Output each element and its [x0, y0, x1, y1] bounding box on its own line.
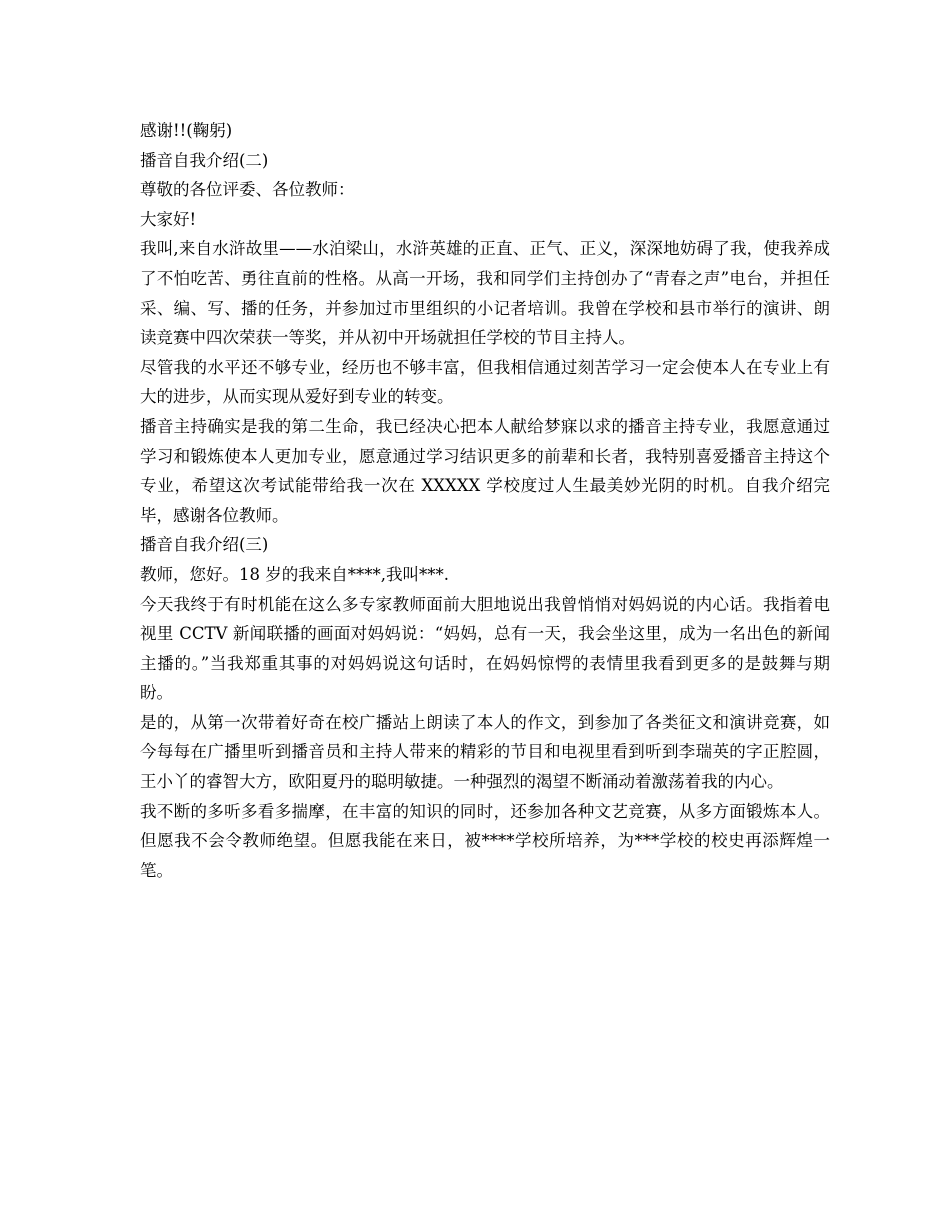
body-paragraph: 是的，从第一次带着好奇在校广播站上朗读了本人的作文，到参加了各类征文和演讲竞赛，如今每每在广播里听到播音员和主持人带来的精彩的节目和电视里看到听到李瑞英的字正腔圆，王小丫的睿智大方，欧阳夏丹的聪明敏捷。一种强烈的渴望不断涌动着激荡着我的内心。	[140, 712, 830, 792]
greeting: 大家好!	[140, 209, 197, 229]
body-paragraph: 我叫,来自水浒故里——水泊梁山，水浒英雄的正直、正气、正义，深深地妨碍了我，使我养成了不怕吃苦、勇往直前的性格。从高一开场，我和同学们主持创办了“青春之声”电台，并担任采、编、写、播的任务，并参加过市里组织的小记者培训。我曾在学校和县市举行的演讲、朗读竞赛中四次荣获一等奖，并从初中开场就担任学校的节目主持人。	[140, 239, 830, 348]
body-paragraph: 尽管我的水平还不够专业，经历也不够丰富，但我相信通过刻苦学习一定会使本人在专业上有大的进步，从而实现从爱好到专业的转变。	[140, 357, 830, 407]
closing-thanks: 感谢!!(鞠躬)	[140, 121, 233, 140]
salutation: 尊敬的各位评委、各位教师：	[140, 180, 355, 200]
body-paragraph: 播音主持确实是我的第二生命，我已经决心把本人献给梦寐以求的播音主持专业，我愿意通过学习和锻炼使本人更加专业，愿意通过学习结识更多的前辈和长者，我特别喜爱播音主持这个专业，希望这次考试能带给我一次在 XXXXX 学校度过人生最美妙光阴的时机。自我介绍完毕，感谢各位教师。	[140, 416, 830, 525]
section-heading-2: 播音自我介绍(二)	[140, 150, 269, 170]
body-paragraph: 我不断的多听多看多揣摩，在丰富的知识的同时，还参加各种文艺竞赛，从多方面锻炼本人。但愿我不会令教师绝望。但愿我能在来日，被****学校所培养，为***学校的校史再添辉煌一笔。	[140, 801, 830, 880]
body-paragraph: 教师，您好。18 岁的我来自****,我叫***.	[140, 564, 449, 584]
document-page	[140, 116, 830, 885]
body-paragraph: 今天我终于有时机能在这么多专家教师面前大胆地说出我曾悄悄对妈妈说的内心话。我指着电视里 CCTV 新闻联播的画面对妈妈说：“妈妈，总有一天，我会坐这里，成为一名出色的新闻主播的。”当我郑重其事的对妈妈说这句话时，在妈妈惊愕的表情里我看到更多的是鼓舞与期盼。	[140, 594, 830, 703]
section-heading-3: 播音自我介绍(三)	[140, 535, 269, 555]
